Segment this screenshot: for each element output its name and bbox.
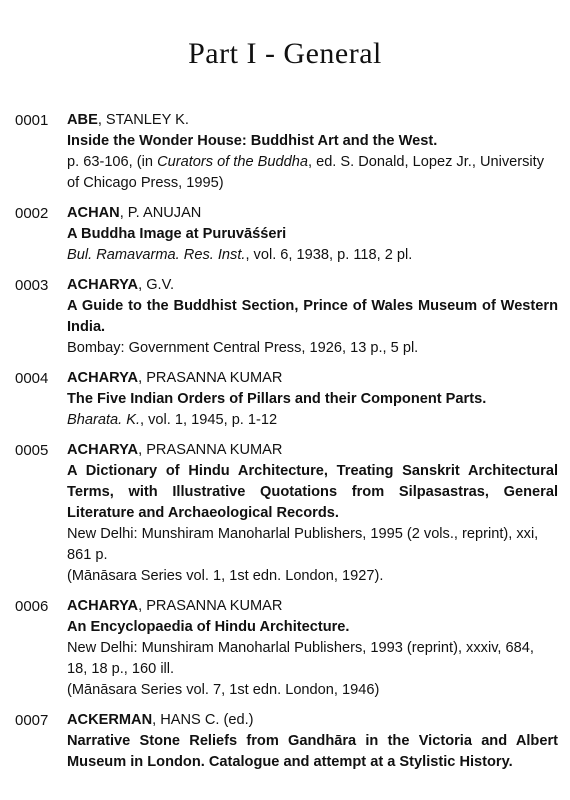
publication-source: Bharata. K. — [67, 412, 141, 428]
entry-publication — [67, 638, 558, 680]
entry-body — [67, 203, 558, 266]
page-title: Part I - General — [188, 37, 382, 70]
entry-publication — [67, 338, 558, 359]
entry-author — [67, 368, 558, 389]
entry-note: (Mānāsara Series vol. 1, 1st edn. London, 1927). — [67, 568, 384, 584]
author-surname: ACHARYA — [67, 277, 139, 293]
bibliography-entry — [0, 440, 570, 587]
publication-source: Curators of the Buddha — [157, 154, 308, 170]
entry-title: An Encyclopaedia of Hindu Architecture. — [67, 619, 350, 635]
bibliography-entry — [0, 203, 570, 266]
entry-publication — [67, 245, 558, 266]
entry-body — [67, 596, 558, 701]
publication-details: Bombay: Government Central Press, 1926, 13 p., 5 pl. — [67, 340, 419, 356]
entry-author — [67, 110, 558, 131]
entry-note: (Mānāsara Series vol. 7, 1st edn. London, 1946) — [67, 682, 380, 698]
publication-details: New Delhi: Munshiram Manoharlal Publishers, 1993 (reprint), xxxiv, 684, 18, 18 p., 160 ill. — [67, 640, 534, 677]
bibliography-entry — [0, 710, 570, 773]
entry-number: 0004 — [15, 370, 49, 387]
author-surname: ACHAN — [67, 205, 120, 221]
entry-number: 0002 — [15, 205, 49, 222]
entry-number: 0003 — [15, 277, 49, 294]
author-surname: ACHARYA — [67, 598, 139, 614]
publication-prefix: p. 63-106, (in — [67, 154, 158, 170]
entry-author — [67, 203, 558, 224]
entry-number: 0006 — [15, 598, 49, 615]
entry-title: Narrative Stone Reliefs from Gandhāra in the Victoria and Albert Museum in London. Catalogue and attempt at a Stylistic History. — [67, 733, 558, 770]
entry-title: A Dictionary of Hindu Architecture, Treating Sanskrit Architectural Terms, with Illustrative Quotations from Silpasastras, General Literature and Archaeological Records. — [67, 463, 558, 521]
author-surname: ACHARYA — [67, 442, 139, 458]
bibliography-list — [0, 110, 570, 782]
author-given-name: , P. ANUJAN — [119, 205, 202, 221]
author-given-name: , PRASANNA KUMAR — [138, 598, 283, 614]
author-surname: ACHARYA — [67, 370, 139, 386]
entry-title: A Guide to the Buddhist Section, Prince of Wales Museum of Western India. — [67, 298, 558, 335]
entry-body — [67, 368, 558, 431]
publication-details: , vol. 6, 1938, p. 118, 2 pl. — [245, 247, 413, 263]
entry-body — [67, 710, 558, 773]
author-given-name: , PRASANNA KUMAR — [138, 370, 283, 386]
bibliography-entry — [0, 275, 570, 359]
author-given-name: , STANLEY K. — [97, 112, 189, 128]
publication-source: Bul. Ramavarma. Res. Inst. — [67, 247, 246, 263]
entry-body — [67, 275, 558, 359]
entry-body — [67, 110, 558, 194]
entry-publication — [67, 524, 558, 566]
entry-publication — [67, 152, 558, 194]
entry-title: The Five Indian Orders of Pillars and their Component Parts. — [67, 391, 487, 407]
entry-title: A Buddha Image at Puruvāśśeri — [67, 226, 287, 242]
entry-number: 0005 — [15, 442, 49, 459]
publication-details: , vol. 1, 1945, p. 1-12 — [140, 412, 278, 428]
entry-body — [67, 440, 558, 587]
bibliography-entry — [0, 596, 570, 701]
entry-author — [67, 596, 558, 617]
bibliography-entry — [0, 368, 570, 431]
entry-author — [67, 710, 558, 731]
entry-publication — [67, 410, 558, 431]
author-given-name: , G.V. — [138, 277, 175, 293]
entry-title: Inside the Wonder House: Buddhist Art and the West. — [67, 133, 438, 149]
entry-author — [67, 440, 558, 461]
entry-number: 0001 — [15, 112, 49, 129]
author-surname: ABE — [67, 112, 98, 128]
publication-details: New Delhi: Munshiram Manoharlal Publishers, 1995 (2 vols., reprint), xxi, 861 p. — [67, 526, 539, 563]
author-given-name: , HANS C. (ed.) — [152, 712, 254, 728]
bibliography-entry — [0, 110, 570, 194]
publication-details: , ed. S. Donald, Lopez Jr., University of Chicago Press, 1995) — [67, 154, 545, 191]
author-surname: ACKERMAN — [67, 712, 153, 728]
author-given-name: , PRASANNA KUMAR — [138, 442, 283, 458]
entry-number: 0007 — [15, 712, 49, 729]
entry-author — [67, 275, 558, 296]
